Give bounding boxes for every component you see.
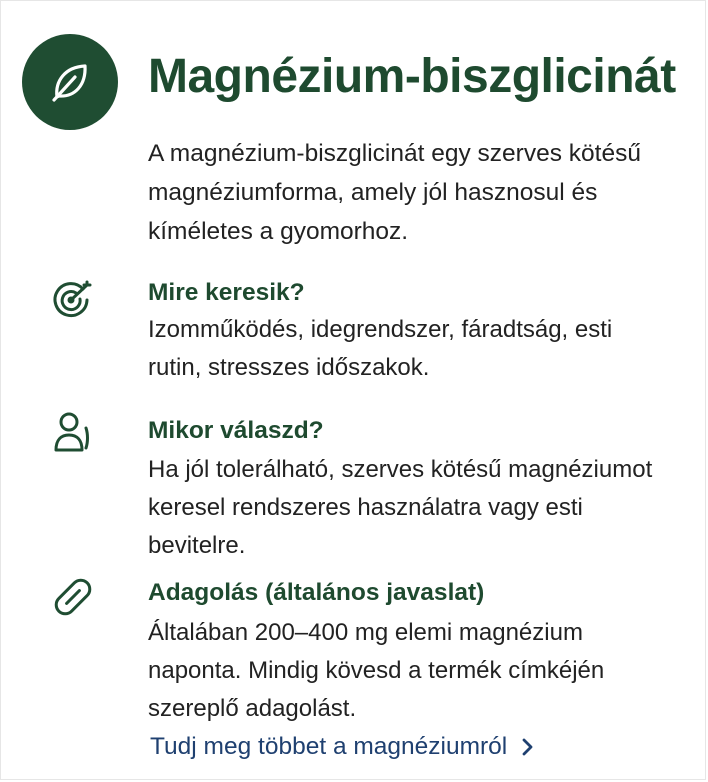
user-icon	[49, 408, 97, 456]
target-icon	[49, 276, 97, 324]
learn-more-link[interactable]	[150, 730, 535, 764]
section-body-dosage: Általában 200–400 mg elemi magnézium naponta. Mindig kövesd a termék címkéjén szereplő adagolást.	[148, 619, 605, 722]
section-title-target: Mire keresik?	[148, 279, 305, 306]
learn-more-label: Tudj meg többet a magnéziumról	[150, 733, 508, 760]
section-body-target: Izomműködés, idegrendszer, fáradtság, esti rutin, stresszes időszakok.	[148, 316, 613, 381]
pill-icon	[49, 573, 97, 621]
chevron-right-icon	[521, 737, 535, 757]
section-title-dosage: Adagolás (általános javaslat)	[148, 579, 485, 606]
section-body-user: Ha jól tolerálható, szerves kötésű magnéziumot keresel rendszeres használatra vagy esti bevitelre.	[148, 456, 653, 559]
product-intro: A magnézium-biszglicinát egy szerves kötésű magnéziumforma, amely jól hasznosul és kíméletes a gyomorhoz.	[148, 140, 641, 245]
section-title-user: Mikor válaszd?	[148, 417, 324, 444]
product-title: Magnézium-biszglicinát	[148, 50, 676, 103]
leaf-icon	[22, 34, 118, 130]
